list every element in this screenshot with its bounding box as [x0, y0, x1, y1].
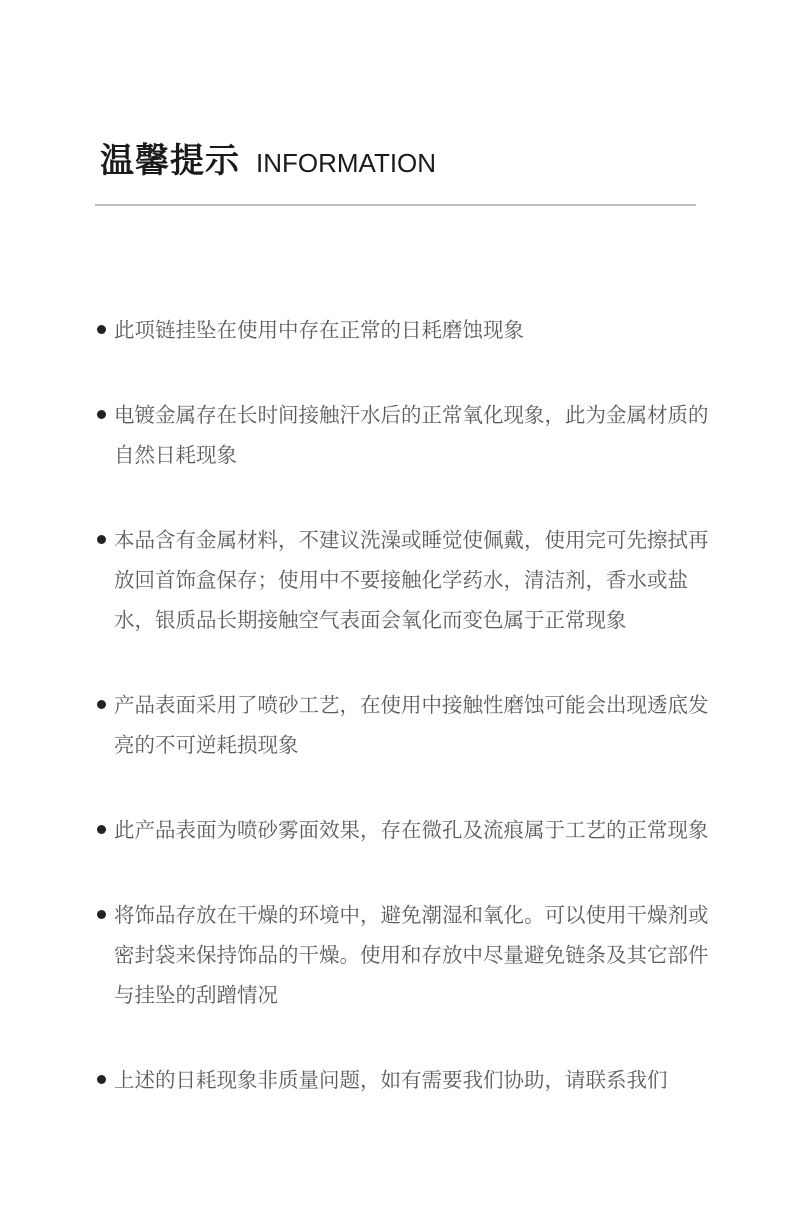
notice-text: 将饰品存放在干燥的环境中，避免潮湿和氧化。可以使用干燥剂或密封袋来保持饰品的干燥。使用和存放中尽量避免链条及其它部件与挂坠的刮蹭情况 — [114, 903, 709, 1007]
notice-item — [96, 520, 716, 640]
section-header — [100, 133, 436, 182]
bullet-dot-icon — [97, 410, 106, 419]
notice-text: 此产品表面为喷砂雾面效果，存在微孔及流痕属于工艺的正常现象 — [114, 818, 709, 842]
bullet-dot-icon — [97, 700, 106, 709]
header-divider — [95, 204, 696, 206]
notice-item — [96, 895, 716, 1015]
notice-item — [96, 1060, 716, 1100]
notice-text: 本品含有金属材料，不建议洗澡或睡觉使佩戴，使用完可先擦拭再放回首饰盒保存；使用中不要接触化学药水，清洁剂，香水或盐水，银质品长期接触空气表面会氧化而变色属于正常现象 — [114, 528, 709, 632]
notice-text: 产品表面采用了喷砂工艺，在使用中接触性磨蚀可能会出现透底发亮的不可逆耗损现象 — [114, 693, 709, 757]
notice-item — [96, 810, 716, 850]
notice-text: 上述的日耗现象非质量问题，如有需要我们协助，请联系我们 — [114, 1068, 668, 1092]
notice-item — [96, 685, 716, 765]
section-title-chinese: 温馨提示 — [100, 141, 240, 181]
bullet-dot-icon — [97, 825, 106, 834]
notice-text: 此项链挂坠在使用中存在正常的日耗磨蚀现象 — [114, 318, 524, 342]
notice-item — [96, 395, 716, 475]
bullet-dot-icon — [97, 325, 106, 334]
notice-text: 电镀金属存在长时间接触汗水后的正常氧化现象，此为金属材质的自然日耗现象 — [114, 403, 709, 467]
section-title-english: INFORMATION — [256, 148, 437, 178]
bullet-dot-icon — [97, 1075, 106, 1084]
bullet-dot-icon — [97, 910, 106, 919]
notice-list — [96, 310, 716, 1145]
notice-item — [96, 310, 716, 350]
bullet-dot-icon — [97, 535, 106, 544]
